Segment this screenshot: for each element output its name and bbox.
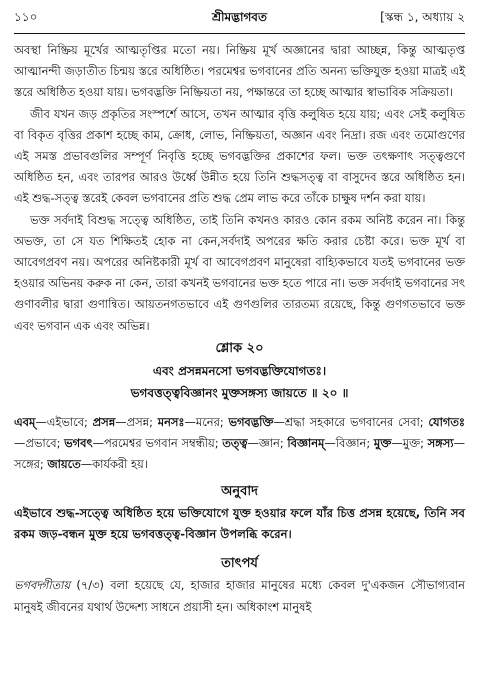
paragraph: ভক্ত সর্বদাই বিশুদ্ধ সত্ত্বে অধিষ্ঠিত, তাই তিনি কখনও কারও কোন রকম অনিষ্ট করেন না। কিন্তু অভক্ত, তা সে যত শিক্ষিতই হোক না কেন,সর্বদাই অপরের ক্ষতি করার চেষ্টা করে। ভক্ত মূর্খ বা আবেগপ্রবণ নয়। অপরের অনিষ্টকারী মূর্খ বা আবেগপ্রবণ মানুষেরা বাহ্যিকভাবে যতই ভগবানের ভক্ত হওয়ার অভিনয় করুক না কেন, তারা কখনই ভগবানের ভক্ত হতে পারে না। ভক্ত সর্বদাই ভগবানের সৎ গুণাবলীর দ্বারা গুণান্বিত। আয়তনগতভাবে এই গুণগুলির তারতম্য রয়েছে, কিন্তু গুণগতভাবে ভক্ত এবং ভগবান এক এবং অভিন্ন। [14, 212, 465, 333]
header-rule [14, 33, 465, 34]
verse-heading: শ্লোক ২০ [215, 340, 264, 356]
translation-text: এইভাবে শুদ্ধ-সত্ত্বে অধিষ্ঠিত হয়ে ভক্তিযোগে যুক্ত হওয়ার ফলে যাঁর চিত্ত প্রসন্ন হয়েছে, তিনি সব রকম জড়-বন্ধন মুক্ত হয়ে ভগবত্তত্ত্ব-বিজ্ঞান উপলব্ধি করেন। [14, 506, 465, 542]
book-title: শ্রীমদ্ভাগবত [211, 10, 267, 24]
chapter-reference: [স্কন্ধ ১, অধ্যায় ২ [380, 10, 465, 24]
verse-line-2: ভগবত্তত্ত্ববিজ্ঞানং মুক্তসঙ্গস্য জায়তে ॥ ২০ ॥ [130, 385, 349, 400]
page-body [14, 40, 465, 618]
paragraph: জীব যখন জড় প্রকৃতির সংস্পর্শে আসে, তখন আত্মার বৃত্তি কলুষিত হয়ে যায়; এবং সেই কলুষিত বা বিকৃত বৃত্তির প্রকাশ হচ্ছে কাম, ক্রোধ, লোভ, নিষ্ক্রিয়তা, অজ্ঞান এবং নিদ্রা। রজ এবং তমোগুণের এই সমস্ত প্রভাবগুলির সম্পূর্ণ নিবৃত্তি হচ্ছে ভগবদ্ভক্তির প্রকাশের ফল। ভক্ত তৎক্ষণাৎ সত্ত্বগুণে অধিষ্ঠিত হন, এবং তারপর আরও উর্ধ্বে উন্নীত হয়ে তিনি শুদ্ধসত্ত্ব বা বাসুদেব স্তরে অধিষ্ঠিত হন। এই শুদ্ধ-সত্ত্ব স্তরেই কেবল ভগবানের প্রতি শুদ্ধ প্রেম লাভ করে তাঁকে চাক্ষুষ দর্শন করা যায়। [14, 106, 465, 206]
word-synonyms: এবম্—এইভাবে; প্রসন্ন—প্রসন্ন; মনসঃ—মনের; ভগবদ্ভক্তি—শ্রদ্ধা সহকারে ভগবানের সেবা; যোগতঃ—প্রভাবে; ভগবৎ—পরমেশ্বর ভগবান সম্বন্ধীয়; তত্ত্ব—জ্ঞান; বিজ্ঞানম্—বিজ্ঞান; মুক্ত—মুক্ত; সঙ্গস্য—সঙ্গের; জায়তে—কার্যকরী হয়। [14, 414, 465, 472]
paragraph-continued: অবস্থা নিষ্ক্রিয় মূর্খের আত্মতৃপ্তির মতো নয়। নিষ্ক্রিয় মূর্খ অজ্ঞানের দ্বারা আচ্ছন্ন, কিন্তু আত্মতৃপ্ত আত্মানন্দী জড়াতীত চিন্ময় স্তরে অধিষ্ঠিত। পরমেশ্বর ভগবানের প্রতি অনন্য ভক্তিযুক্ত হওয়া মাত্রই এই স্তরে অধিষ্ঠিত হওয়া যায়। ভগবদ্ভক্তি নিষ্ক্রিয়তা নয়, পক্ষান্তরে তা হচ্ছে আত্মার স্বাভাবিক সক্রিয়তা। [14, 43, 465, 100]
purport-text: ভগবদ্গীতায় (৭/৩) বলা হয়েছে যে, হাজার হাজার মানুষের মধ্যে কেবল দু'একজন সৌভাগ্যবান মানুষই জীবনের যথার্থ উদ্দেশ্য সাধনে প্রয়াসী হন। অধিকাংশ মানুষই [14, 578, 465, 614]
purport-heading: তাৎপর্য [221, 556, 258, 572]
page-number: ১১০ [14, 10, 38, 24]
purport-book-ref: ভগবদ্গীতায় [14, 578, 71, 593]
translation-heading: অনুবাদ [221, 484, 258, 500]
page-header [14, 6, 465, 32]
verse-line-1: এবং প্রসন্নমনসো ভগবদ্ভক্তিযোগতঃ। [152, 363, 327, 378]
